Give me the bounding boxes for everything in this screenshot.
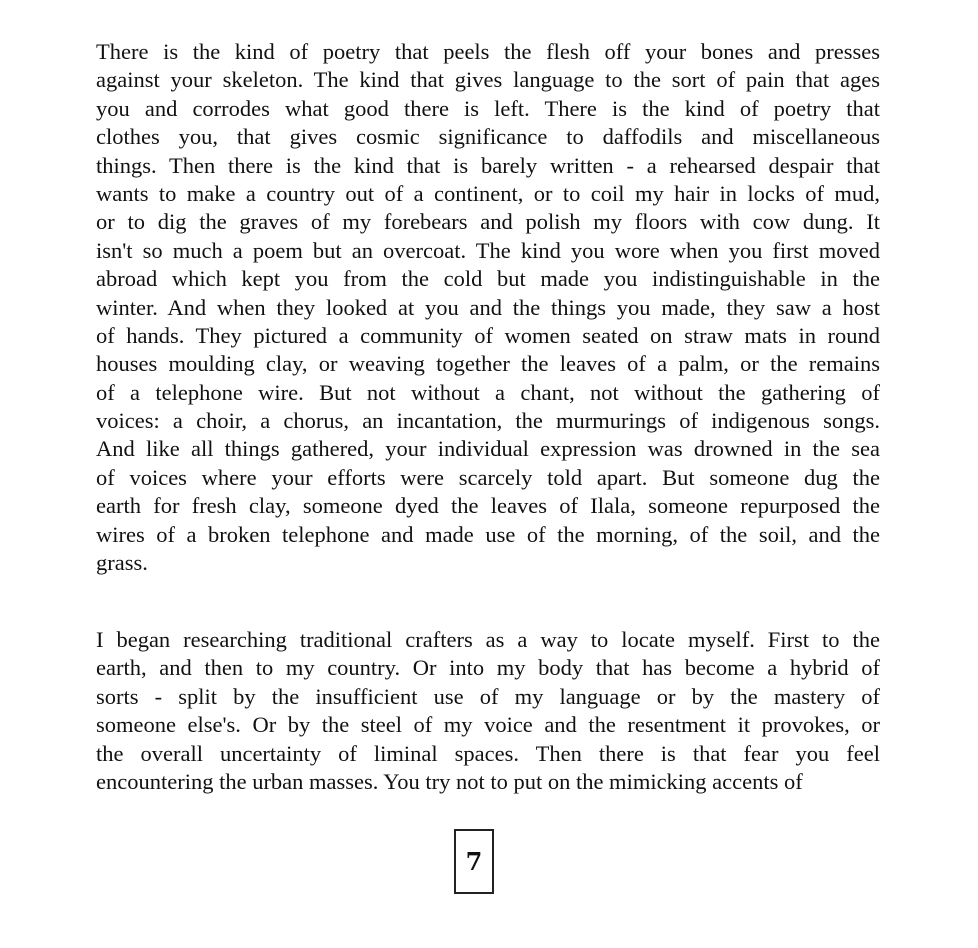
text-line: of hands. They pictured a community of women seated on straw mats in round (96, 322, 880, 348)
text-line: or to dig the graves of my forebears and polish my floors with cow dung. It (96, 209, 880, 235)
paragraph-1 (96, 38, 880, 577)
text-line: abroad which kept you from the cold but made you indistinguishable in the (96, 266, 880, 292)
text-line: And like all things gathered, your individual expression was drowned in the sea (96, 436, 880, 462)
text-line: clothes you, that gives cosmic significance to daffodils and miscellaneous (96, 124, 880, 150)
text-line: things. Then there is the kind that is barely written - a rehearsed despair that (96, 152, 880, 178)
text-line: of voices where your efforts were scarcely told apart. But someone dug the (96, 464, 880, 490)
text-line: of a telephone wire. But not without a chant, not without the gathering of (96, 379, 880, 405)
paragraph-2 (96, 626, 880, 796)
text-line: someone else's. Or by the steel of my voice and the resentment it provokes, or (96, 712, 880, 738)
text-line: wires of a broken telephone and made use of the morning, of the soil, and the (96, 521, 880, 547)
text-line: earth, and then to my country. Or into my body that has become a hybrid of (96, 655, 880, 681)
page-number: 7 (454, 829, 494, 894)
text-line: isn't so much a poem but an overcoat. The kind you wore when you first moved (96, 237, 880, 263)
text-line: sorts - split by the insufficient use of my language or by the mastery of (96, 683, 880, 709)
text-line: encountering the urban masses. You try not to put on the mimicking accents of (96, 768, 803, 794)
text-line: you and corrodes what good there is left. There is the kind of poetry that (96, 95, 880, 121)
text-line: I began researching traditional crafters as a way to locate myself. First to the (96, 627, 880, 652)
text-line: voices: a choir, a chorus, an incantation, the murmurings of indigenous songs. (96, 408, 880, 434)
text-line: grass. (96, 550, 148, 576)
text-line: earth for fresh clay, someone dyed the leaves of Ilala, someone repurposed the (96, 493, 880, 519)
text-line: winter. And when they looked at you and the things you made, they saw a host (96, 294, 880, 320)
text-line: against your skeleton. The kind that gives language to the sort of pain that ages (96, 67, 880, 93)
text-line: the overall uncertainty of liminal spaces. Then there is that fear you feel (96, 740, 880, 766)
text-line: houses moulding clay, or weaving together the leaves of a palm, or the remains (96, 351, 880, 377)
text-line: wants to make a country out of a continent, or to coil my hair in locks of mud, (96, 180, 880, 206)
text-line: There is the kind of poetry that peels the flesh off your bones and presses (96, 39, 880, 64)
